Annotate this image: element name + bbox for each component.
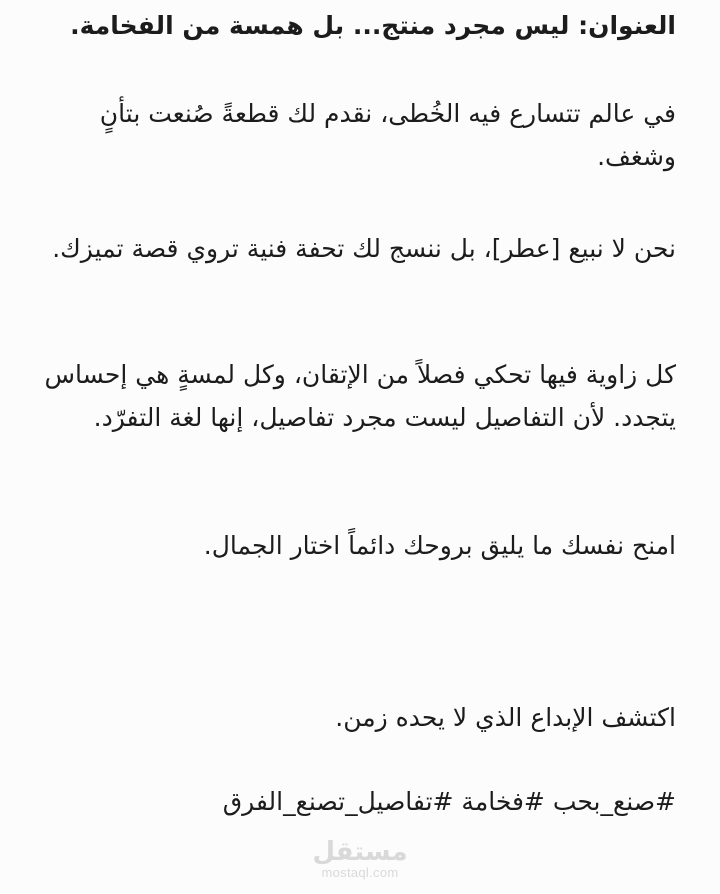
hashtags: #صنع_بحب #فخامة #تفاصيل_تصنع_الفرق <box>222 787 676 816</box>
paragraph-call-to-action: امنح نفسك ما يليق بروحك دائماً اختار الجمال. <box>203 531 676 560</box>
paragraph-intro: في عالم تتسارع فيه الخُطى، نقدم لك قطعةً صُنعت بتأنٍ وشغف. <box>99 99 676 171</box>
document-title: العنوان: ليس مجرد منتج... بل همسة من الفخامة. <box>70 11 676 40</box>
watermark-arabic-logo: مستقل <box>312 837 408 867</box>
watermark-domain: mostaql.com <box>321 865 399 880</box>
paragraph-product: نحن لا نبيع [عطر]، بل ننسج لك تحفة فنية تروي قصة تميزك. <box>52 234 676 263</box>
paragraph-details: كل زاوية فيها تحكي فصلاً من الإتقان، وكل لمسةٍ هي إحساس يتجدد. لأن التفاصيل ليست مجرد تفاصيل، إنها لغة التفرّد. <box>44 360 676 432</box>
mostaql-watermark <box>312 838 407 880</box>
paragraph-discover: اكتشف الإبداع الذي لا يحده زمن. <box>335 703 676 732</box>
